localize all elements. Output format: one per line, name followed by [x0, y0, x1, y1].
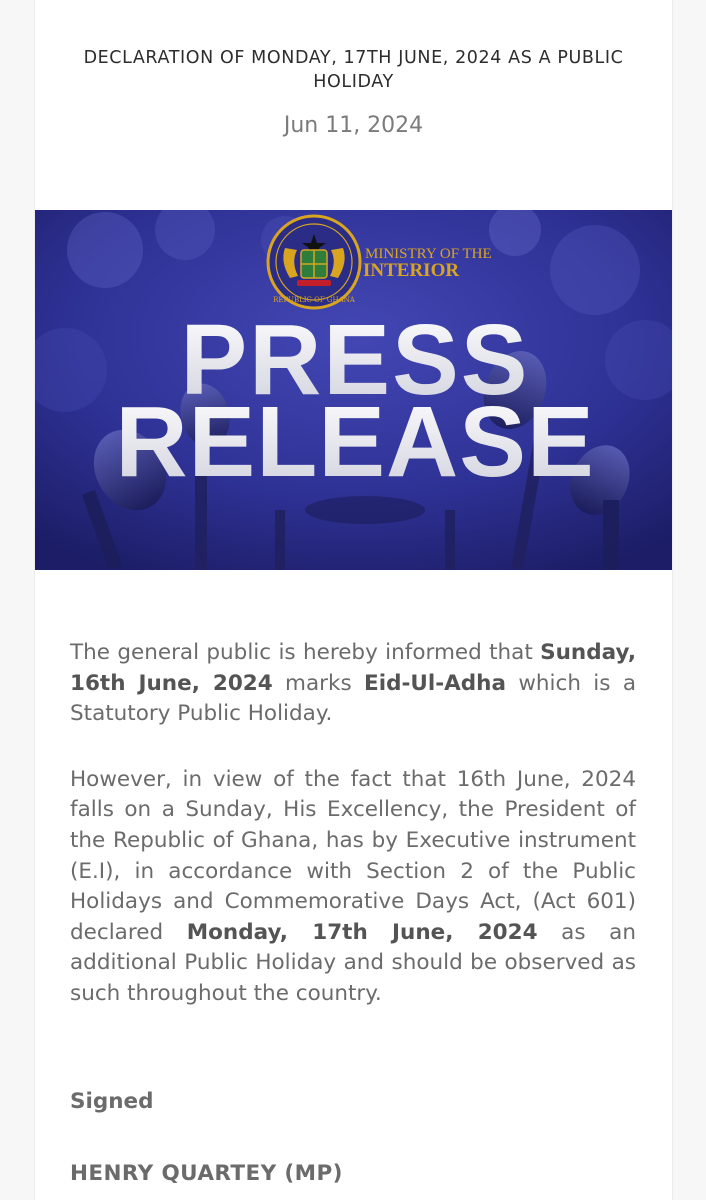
p1-text-a: The general public is hereby informed that [70, 640, 541, 665]
ministry-line1: MINISTRY OF THE [365, 246, 492, 262]
p1-date-bold: Sunday, 16th June, 2024 [70, 640, 636, 696]
signed-label: Signed [70, 1089, 154, 1114]
p1-holiday-bold: Eid-Ul-Adha [364, 670, 506, 696]
paragraph-1 [70, 638, 636, 730]
article-body [70, 638, 636, 1045]
seal-text: REPUBLIC OF GHANA [273, 296, 355, 304]
p1-text-e: which is a Statutory Public Holiday. [70, 670, 637, 727]
article-date: Jun 11, 2024 [283, 113, 424, 138]
paragraph-2 [70, 765, 636, 1010]
p2-text-a: However, in view of the fact that 16th June, 2024 falls on a Sunday, His Excellency, the President of the Republic of Ghana, has by Executive instrument (E.I), in accordance with Section 2 of the Public Holidays and Commemorative Days Act, (Act 601) declared [70, 766, 636, 945]
signer-name: HENRY QUARTEY (MP) [70, 1161, 343, 1186]
ministry-line2: INTERIOR [363, 260, 460, 281]
banner-headline-press: PRESS [180, 304, 530, 416]
p1-text-c: marks [272, 670, 365, 696]
p2-text-c: as an additional Public Holiday and should be observed as such throughout the country. [70, 919, 636, 1006]
p2-date-bold: Monday, 17th June, 2024 [186, 919, 538, 945]
press-release-banner [35, 210, 672, 570]
article-page [34, 0, 673, 1200]
ghana-coat-of-arms-seal [268, 216, 360, 308]
article-title: DECLARATION OF MONDAY, 17TH JUNE, 2024 AS A PUBLIC HOLIDAY [83, 48, 624, 92]
banner-headline-release: RELEASE [115, 386, 595, 498]
